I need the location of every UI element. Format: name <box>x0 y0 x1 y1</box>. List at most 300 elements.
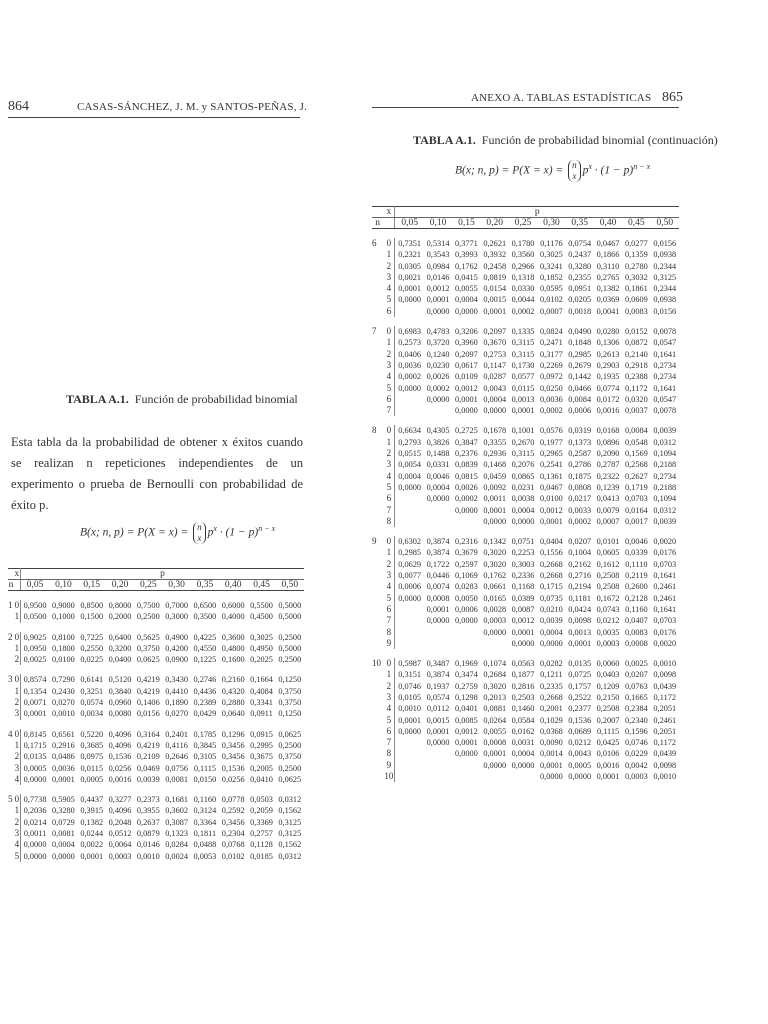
probability-cell: 0,0043 <box>568 749 592 759</box>
x-value: 0 <box>14 794 20 805</box>
probability-cell: 0,0256 <box>108 763 132 773</box>
probability-cell: 0,0000 <box>426 738 450 748</box>
n-value <box>372 306 383 317</box>
probability-cell: 0,0389 <box>511 593 535 603</box>
probability-cell: 0,0000 <box>426 306 450 316</box>
probability-cell: 0,0756 <box>165 763 189 773</box>
probability-cell: 0,0015 <box>483 295 507 305</box>
probability-cell: 0,0105 <box>398 692 422 702</box>
probability-cell: 0,2097 <box>483 327 507 337</box>
x-value: 4 <box>383 371 395 382</box>
probability-cell: 0,1861 <box>624 284 648 294</box>
probability-cell: 0,0025 <box>23 655 47 665</box>
probability-cell: 0,0512 <box>108 829 132 839</box>
probability-cell: 0,3355 <box>483 437 507 447</box>
probability-cell: 0,0368 <box>539 726 563 736</box>
probability-cell: 0,3125 <box>278 817 302 827</box>
probability-cell: 0,0036 <box>398 360 422 370</box>
probability-cell: 0,0001 <box>596 772 620 782</box>
probability-cell: 0,0207 <box>568 537 592 547</box>
probability-cell: 0,0881 <box>483 704 507 714</box>
probability-cell: 0,6561 <box>52 729 75 739</box>
probability-cell: 0,0055 <box>454 284 478 294</box>
table-row <box>372 459 679 470</box>
probability-cell: 0,2160 <box>221 675 245 685</box>
n-value <box>372 272 383 283</box>
probability-cell: 0,0017 <box>624 516 648 526</box>
probability-cell: 0,0547 <box>653 394 677 404</box>
probability-cell: 0,0176 <box>653 548 677 558</box>
probability-cell: 0,0490 <box>568 327 592 337</box>
probability-cell: 0,2119 <box>625 571 648 581</box>
n-value <box>372 249 383 260</box>
n-value <box>372 437 383 448</box>
table-row <box>372 615 679 626</box>
header-rule-right <box>372 107 679 108</box>
probability-cell: 0,0016 <box>108 774 132 784</box>
probability-cell: 0,0312 <box>653 437 677 447</box>
probability-cell: 0,0283 <box>454 582 478 592</box>
probability-cell: 0,9025 <box>23 632 47 642</box>
probability-cell: 0,2916 <box>52 740 75 750</box>
probability-cell: 0,0002 <box>398 372 422 382</box>
probability-cell: 0,1500 <box>80 612 104 622</box>
probability-cell: 0,0984 <box>426 261 450 271</box>
x-value: 2 <box>383 681 395 692</box>
probability-cell: 0,2621 <box>483 239 507 248</box>
probability-cell: 0,0025 <box>624 659 648 669</box>
probability-cell: 0,2109 <box>136 752 160 762</box>
probability-cell: 0,0012 <box>426 284 450 294</box>
row-gap <box>372 527 679 536</box>
probability-cell: 0,0515 <box>398 449 422 459</box>
probability-cell: 0,0225 <box>80 655 104 665</box>
probability-cell: 0,0006 <box>568 406 592 416</box>
probability-cell: 0,0000 <box>23 851 47 861</box>
x-value: 10 <box>384 771 394 782</box>
probability-cell: 0,2461 <box>653 582 677 592</box>
probability-cell: 0,0000 <box>398 383 422 393</box>
probability-cell: 0,0815 <box>454 471 478 481</box>
probability-cell: 0,1536 <box>108 752 132 762</box>
x-value: 5 <box>383 482 395 493</box>
probability-cell: 0,2355 <box>568 272 592 282</box>
table-row <box>372 559 679 570</box>
probability-cell: 0,2716 <box>568 571 592 581</box>
probability-cell: 0,1852 <box>539 272 563 282</box>
table-row <box>8 751 304 762</box>
probability-cell: 0,0774 <box>596 383 620 393</box>
row-gap <box>372 649 679 658</box>
probability-cell: 0,5625 <box>136 632 160 642</box>
probability-cell: 0,0413 <box>596 494 620 504</box>
probability-cell: 0,3125 <box>278 829 302 839</box>
probability-cell: 0,2757 <box>250 829 273 839</box>
probability-cell: 0,2316 <box>454 537 478 547</box>
probability-cell: 0,1382 <box>80 817 104 827</box>
probability-cell: 0,7000 <box>165 601 189 610</box>
probability-cell: 0,0000 <box>483 516 507 526</box>
probability-cell: 0,1172 <box>625 383 648 393</box>
probability-cell: 0,0407 <box>624 616 648 626</box>
probability-cell: 0,0004 <box>52 840 75 850</box>
x-value: 9 <box>383 638 395 649</box>
table-row <box>372 283 679 294</box>
probability-cell: 0,2734 <box>653 372 677 382</box>
probability-cell: 0,4000 <box>221 612 245 622</box>
probability-cell: 0,0078 <box>653 327 677 337</box>
formula-exp2-right: n − x <box>633 161 651 171</box>
probability-cell: 0,0229 <box>624 749 648 759</box>
x-value: 3 <box>383 360 395 371</box>
probability-cell: 0,0146 <box>136 840 160 850</box>
probability-cell: 0,3341 <box>250 698 273 708</box>
probability-cell: 0,0320 <box>624 394 648 404</box>
probability-cell: 0,0005 <box>568 760 592 770</box>
probability-cell: 0,1147 <box>483 360 506 370</box>
probability-cell: 0,1719 <box>624 482 648 492</box>
binomial-coefficient-right <box>568 160 581 182</box>
probability-cell: 0,2568 <box>624 460 648 470</box>
probability-cell: 0,1000 <box>52 612 75 622</box>
x-header: x <box>14 569 20 579</box>
probability-cell: 0,2335 <box>539 681 563 691</box>
n-value <box>372 760 383 771</box>
probability-cell: 0,1239 <box>596 482 620 492</box>
probability-cell: 0,0004 <box>483 394 507 404</box>
probability-cell: 0,2304 <box>221 829 245 839</box>
probability-cell: 0,0046 <box>624 537 648 547</box>
probability-cell: 0,0000 <box>398 726 422 736</box>
probability-cell: 0,1115 <box>596 726 620 736</box>
probability-cell: 0,2376 <box>454 449 478 459</box>
probability-cell: 0,0156 <box>136 709 160 719</box>
probability-cell <box>395 760 424 771</box>
probability-cell: 0,0083 <box>624 306 648 316</box>
p-value-header: 0,50 <box>276 580 304 591</box>
probability-cell: 0,3164 <box>136 729 160 739</box>
probability-cell: 0,0617 <box>454 360 478 370</box>
n-value: 1 <box>8 600 13 610</box>
probability-cell: 0,3750 <box>136 643 160 653</box>
probability-cell <box>395 615 424 626</box>
probability-cell: 0,0001 <box>80 851 104 861</box>
table-row <box>372 238 679 249</box>
probability-cell: 0,0071 <box>23 698 47 708</box>
probability-cell: 0,0429 <box>193 709 217 719</box>
n-value: 2 <box>8 631 13 642</box>
n-value <box>372 294 383 305</box>
probability-cell: 0,1935 <box>596 372 620 382</box>
probability-cell: 0,1596 <box>624 726 648 736</box>
table-title-right <box>413 133 718 148</box>
probability-cell: 0,0015 <box>426 715 450 725</box>
probability-cell: 0,0010 <box>398 704 422 714</box>
probability-cell: 0,0401 <box>454 704 478 714</box>
p-value-header: 0,10 <box>424 218 452 229</box>
probability-cell: 0,0467 <box>596 239 620 248</box>
table-row <box>372 360 679 371</box>
table-row <box>372 627 679 638</box>
probability-cell: 0,7500 <box>136 601 160 610</box>
probability-cell: 0,1110 <box>625 559 648 569</box>
probability-cell: 0,2059 <box>250 806 273 816</box>
probability-cell: 0,1225 <box>193 655 217 665</box>
probability-cell: 0,2388 <box>624 372 648 382</box>
n-value <box>372 471 383 482</box>
probability-cell: 0,0156 <box>653 306 677 316</box>
probability-cell: 0,7351 <box>398 239 422 248</box>
p-value-header: 0,05 <box>395 218 424 229</box>
n-value: 3 <box>8 674 13 685</box>
probability-cell: 0,3241 <box>539 261 563 271</box>
probability-cell: 0,0012 <box>454 383 478 393</box>
probability-cell: 0,0083 <box>624 627 648 637</box>
probability-cell: 0,2377 <box>568 704 592 714</box>
n-value <box>372 360 383 371</box>
probability-cell: 0,0018 <box>568 306 592 316</box>
x-value: 6 <box>383 604 395 615</box>
table-row <box>372 505 679 516</box>
probability-cell: 0,0000 <box>568 772 592 782</box>
probability-cell: 0,0164 <box>624 505 648 515</box>
probability-cell: 0,2500 <box>136 612 160 622</box>
probability-cell: 0,0282 <box>539 659 563 669</box>
probability-cell: 0,0002 <box>539 406 563 416</box>
probability-cell: 0,2508 <box>596 704 620 714</box>
probability-cell: 0,0305 <box>398 261 422 271</box>
n-value <box>372 283 383 294</box>
probability-cell: 0,0077 <box>398 571 422 581</box>
x-value: 1 <box>383 437 395 448</box>
probability-cell: 0,0001 <box>539 760 563 770</box>
probability-cell: 0,1001 <box>511 426 535 436</box>
x-value: 7 <box>383 615 395 626</box>
table-row <box>8 729 304 740</box>
x-value: 1 <box>14 685 20 696</box>
probability-cell: 0,4116 <box>165 740 188 750</box>
probability-cell: 0,0312 <box>653 505 677 515</box>
probability-cell: 0,4320 <box>221 686 245 696</box>
probability-cell: 0,3456 <box>221 752 245 762</box>
table-row <box>372 737 679 748</box>
p-value-header: 0,05 <box>20 580 49 591</box>
probability-cell: 0,0011 <box>483 494 506 504</box>
probability-cell: 0,1969 <box>454 659 478 669</box>
probability-cell <box>424 760 452 771</box>
running-head-right: ANEXO A. TABLAS ESTADÍSTICAS <box>471 92 652 104</box>
probability-cell: 0,0100 <box>52 655 75 665</box>
probability-cell: 0,0039 <box>653 516 677 526</box>
n-value <box>372 638 383 649</box>
probability-cell: 0,2780 <box>624 261 648 271</box>
probability-cell: 0,0146 <box>426 272 450 282</box>
probability-cell: 0,1757 <box>568 681 592 691</box>
probability-cell: 0,0439 <box>653 681 677 691</box>
probability-cell: 0,3177 <box>539 349 563 359</box>
probability-cell: 0,3456 <box>221 817 245 827</box>
probability-cell: 0,0115 <box>80 763 103 773</box>
table-row <box>372 570 679 581</box>
probability-cell: 0,0312 <box>278 851 302 861</box>
probability-cell: 0,0100 <box>539 494 563 504</box>
probability-cell: 0,0038 <box>511 494 535 504</box>
n-value <box>372 337 383 348</box>
probability-cell: 0,0001 <box>511 406 535 416</box>
table-row <box>372 516 679 527</box>
probability-cell: 0,0000 <box>454 749 478 759</box>
n-value <box>372 448 383 459</box>
probability-cell: 0,0001 <box>454 738 478 748</box>
probability-cell: 0,2097 <box>454 349 478 359</box>
probability-cell: 0,0135 <box>23 752 47 762</box>
n-value <box>372 371 383 382</box>
table-row <box>8 643 304 654</box>
probability-cell: 0,0424 <box>568 604 592 614</box>
probability-cell: 0,1681 <box>165 795 189 805</box>
probability-cell: 0,2985 <box>568 349 592 359</box>
probability-cell: 0,0466 <box>568 383 592 393</box>
probability-cell: 0,0900 <box>165 655 189 665</box>
probability-cell <box>395 737 424 748</box>
probability-cell: 0,1373 <box>568 437 592 447</box>
row-gap <box>8 720 304 729</box>
probability-cell: 0,0763 <box>624 681 648 691</box>
probability-cell <box>395 306 424 317</box>
probability-cell: 0,0054 <box>398 460 422 470</box>
probability-cell: 0,0230 <box>426 360 450 370</box>
probability-cell: 0,0162 <box>511 726 535 736</box>
probability-cell: 0,0013 <box>511 394 535 404</box>
binomial-table-right <box>372 206 679 782</box>
probability-cell: 0,3500 <box>193 612 217 622</box>
x-header-blank <box>383 218 395 229</box>
probability-cell: 0,0036 <box>52 763 75 773</box>
probability-cell: 0,3826 <box>426 437 450 447</box>
probability-cell: 0,1318 <box>511 272 535 282</box>
binom-bottom-right: x <box>572 171 577 181</box>
probability-cell: 0,2787 <box>596 460 620 470</box>
probability-cell: 0,0839 <box>454 460 478 470</box>
probability-cell: 0,0625 <box>278 729 302 739</box>
probability-cell: 0,1250 <box>278 709 302 719</box>
p-value-header: 0,15 <box>452 218 480 229</box>
probability-cell: 0,0605 <box>596 548 620 558</box>
probability-cell: 0,0064 <box>108 840 132 850</box>
probability-cell: 0,0000 <box>398 295 422 305</box>
probability-cell: 0,3277 <box>108 795 132 805</box>
table-row <box>372 371 679 382</box>
probability-cell: 0,0938 <box>653 295 677 305</box>
probability-cell: 0,2880 <box>221 698 245 708</box>
probability-cell: 0,0041 <box>596 306 620 316</box>
probability-cell: 0,2668 <box>539 571 563 581</box>
probability-cell: 0,0256 <box>221 774 245 784</box>
probability-cell: 0,0156 <box>653 239 677 248</box>
probability-cell: 0,6500 <box>193 601 217 610</box>
probability-cell: 0,2508 <box>596 582 620 592</box>
probability-cell: 0,6141 <box>80 675 104 685</box>
probability-cell: 0,1678 <box>483 426 507 436</box>
probability-cell: 0,0021 <box>398 272 422 282</box>
probability-cell: 0,0000 <box>511 760 535 770</box>
probability-cell: 0,1672 <box>596 593 620 603</box>
n-value <box>372 261 383 272</box>
x-value: 3 <box>383 570 395 581</box>
n-value <box>372 593 383 604</box>
probability-cell: 0,4219 <box>136 675 160 685</box>
probability-cell: 0,2389 <box>193 698 217 708</box>
probability-cell: 0,1460 <box>511 704 535 714</box>
probability-cell: 0,2322 <box>596 471 620 481</box>
n-value <box>372 748 383 759</box>
probability-cell: 0,0079 <box>596 505 620 515</box>
table-row <box>8 851 304 862</box>
probability-cell <box>424 638 452 649</box>
probability-cell: 0,2966 <box>511 261 535 271</box>
probability-cell: 0,0008 <box>426 593 450 603</box>
n-value <box>372 703 383 714</box>
probability-cell: 0,5000 <box>278 601 302 610</box>
probability-cell <box>509 771 537 782</box>
probability-cell: 0,4200 <box>165 643 189 653</box>
table-row <box>372 261 679 272</box>
probability-cell: 0,0006 <box>398 582 422 592</box>
probability-cell: 0,0725 <box>568 670 592 680</box>
probability-cell: 0,0001 <box>539 516 563 526</box>
probability-cell: 0,5000 <box>278 643 302 653</box>
probability-cell: 0,0000 <box>426 494 450 504</box>
probability-cell: 0,0035 <box>596 627 620 637</box>
probability-cell: 0,3600 <box>221 632 245 642</box>
n-value: 9 <box>372 536 377 547</box>
probability-cell <box>424 627 452 638</box>
x-value: 2 <box>14 654 20 665</box>
x-value: 3 <box>383 459 395 470</box>
table-row <box>8 740 304 751</box>
probability-cell: 0,0743 <box>596 604 620 614</box>
probability-cell: 0,5905 <box>52 795 75 805</box>
probability-cell: 0,3543 <box>426 250 450 260</box>
probability-cell: 0,0746 <box>398 681 422 691</box>
probability-cell: 0,0280 <box>596 327 620 337</box>
probability-cell: 0,3105 <box>193 752 217 762</box>
probability-cell: 0,0012 <box>539 505 563 515</box>
probability-cell: 0,2725 <box>454 426 478 436</box>
probability-cell: 0,2188 <box>653 482 677 492</box>
probability-cell: 0,3200 <box>108 643 132 653</box>
p-header: p <box>20 569 304 580</box>
probability-cell: 0,0746 <box>624 738 648 748</box>
table-caption-right: Función de probabilidad binomial (continuación) <box>481 133 718 147</box>
probability-cell: 0,1937 <box>426 681 450 691</box>
probability-cell: 0,3280 <box>568 261 592 271</box>
probability-cell: 0,3874 <box>426 548 450 558</box>
probability-cell: 0,0872 <box>624 338 648 348</box>
formula-mid-right: · (1 − p) <box>591 164 634 177</box>
table-row <box>372 771 679 782</box>
probability-cell: 0,1209 <box>596 681 620 691</box>
probability-cell: 0,0270 <box>52 698 75 708</box>
probability-cell <box>452 760 480 771</box>
n-value: 10 <box>372 658 381 669</box>
table-row <box>8 817 304 828</box>
probability-cell: 0,0000 <box>454 306 478 316</box>
probability-cell: 0,0014 <box>539 749 563 759</box>
probability-cell: 0,3845 <box>193 740 217 750</box>
probability-cell: 0,0400 <box>108 655 132 665</box>
table-row <box>372 272 679 283</box>
